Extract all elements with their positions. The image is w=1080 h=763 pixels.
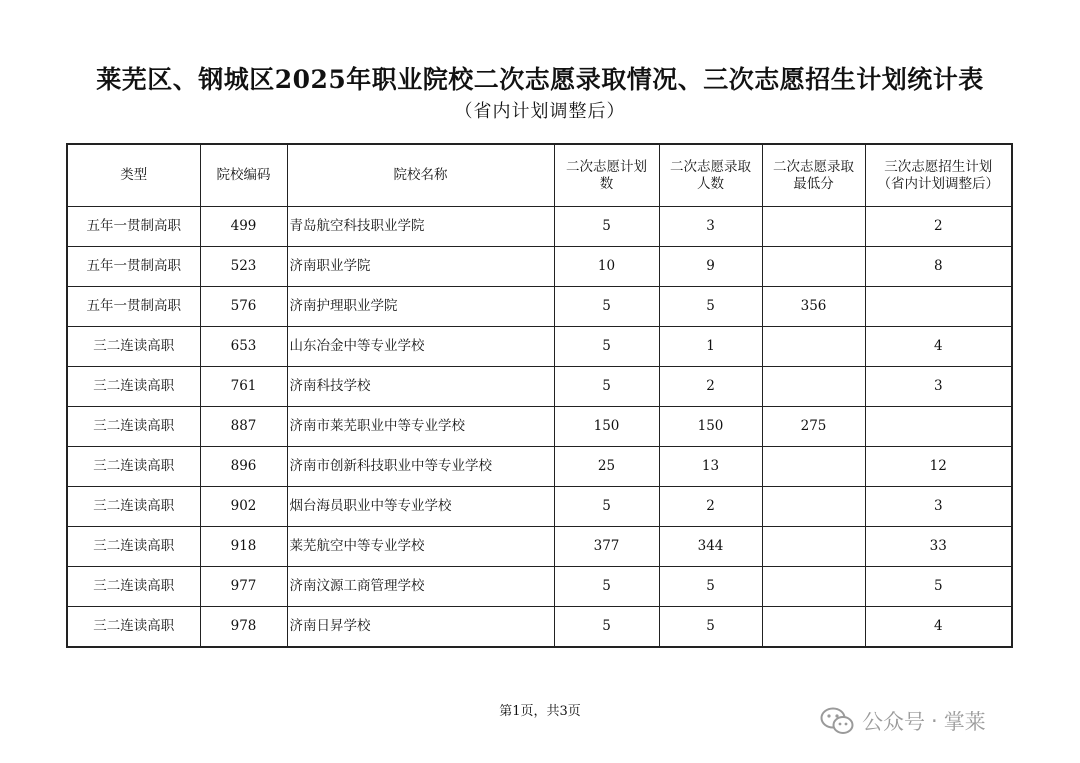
cell-admitted2: 13 [659, 447, 762, 487]
cell-code: 977 [200, 567, 287, 607]
cell-min-score2 [762, 367, 865, 407]
cell-admitted2: 5 [659, 607, 762, 648]
header-plan3-line1: 三次志愿招生计划 [884, 158, 993, 175]
table-row [67, 287, 1012, 327]
page-title: 莱芜区、钢城区2025年职业院校二次志愿录取情况、三次志愿招生计划统计表 [96, 65, 984, 94]
table-row [67, 407, 1012, 447]
cell-min-score2 [762, 447, 865, 487]
cell-type: 五年一贯制高职 [67, 207, 200, 247]
cell-min-score2: 356 [762, 287, 865, 327]
cell-min-score2 [762, 207, 865, 247]
cell-plan2: 5 [554, 567, 659, 607]
header-plan2-line2: 数 [599, 175, 614, 192]
cell-plan2: 10 [554, 247, 659, 287]
wechat-icon [820, 706, 854, 736]
cell-type: 三二连读高职 [67, 487, 200, 527]
cell-admitted2: 1 [659, 327, 762, 367]
cell-code: 978 [200, 607, 287, 648]
header-admitted2 [659, 144, 762, 207]
cell-name: 济南市莱芜职业中等专业学校 [287, 407, 554, 447]
cell-plan3: 2 [865, 207, 1012, 247]
cell-code: 761 [200, 367, 287, 407]
cell-plan2: 5 [554, 487, 659, 527]
cell-name: 济南日昇学校 [287, 607, 554, 648]
header-min-score2 [762, 144, 865, 207]
cell-code: 653 [200, 327, 287, 367]
header-plan3-line2: （省内计划调整后） [877, 175, 999, 192]
cell-plan3: 5 [865, 567, 1012, 607]
cell-type: 三二连读高职 [67, 607, 200, 648]
page-number: 第1页，共3页 [499, 704, 581, 719]
wechat-watermark [820, 706, 986, 736]
cell-admitted2: 9 [659, 247, 762, 287]
cell-plan3: 33 [865, 527, 1012, 567]
table-header-row [67, 144, 1012, 207]
header-code: 院校编码 [200, 144, 287, 207]
cell-name: 济南护理职业学院 [287, 287, 554, 327]
cell-min-score2 [762, 567, 865, 607]
cell-name: 烟台海员职业中等专业学校 [287, 487, 554, 527]
cell-code: 887 [200, 407, 287, 447]
page-subtitle: （省内计划调整后） [454, 101, 626, 122]
cell-plan3: 3 [865, 487, 1012, 527]
cell-type: 三二连读高职 [67, 367, 200, 407]
cell-type: 三二连读高职 [67, 527, 200, 567]
cell-type: 五年一贯制高职 [67, 287, 200, 327]
table-row [67, 247, 1012, 287]
cell-min-score2 [762, 247, 865, 287]
cell-plan2: 5 [554, 287, 659, 327]
table-row [67, 487, 1012, 527]
cell-admitted2: 5 [659, 287, 762, 327]
header-min-score2-line1: 二次志愿录取 [773, 158, 854, 175]
table-row [67, 607, 1012, 648]
cell-plan2: 5 [554, 367, 659, 407]
cell-admitted2: 5 [659, 567, 762, 607]
cell-admitted2: 2 [659, 367, 762, 407]
cell-name: 济南市创新科技职业中等专业学校 [287, 447, 554, 487]
cell-plan2: 5 [554, 207, 659, 247]
cell-min-score2: 275 [762, 407, 865, 447]
cell-code: 918 [200, 527, 287, 567]
table-row [67, 367, 1012, 407]
cell-code: 902 [200, 487, 287, 527]
cell-name: 莱芜航空中等专业学校 [287, 527, 554, 567]
header-plan3 [865, 144, 1012, 207]
cell-plan3 [865, 407, 1012, 447]
table-row [67, 447, 1012, 487]
cell-code: 499 [200, 207, 287, 247]
cell-min-score2 [762, 327, 865, 367]
table-row [67, 327, 1012, 367]
header-type: 类型 [67, 144, 200, 207]
table-row [67, 567, 1012, 607]
cell-name: 山东冶金中等专业学校 [287, 327, 554, 367]
cell-code: 523 [200, 247, 287, 287]
cell-name: 济南职业学院 [287, 247, 554, 287]
cell-name: 济南科技学校 [287, 367, 554, 407]
header-plan2 [554, 144, 659, 207]
cell-admitted2: 3 [659, 207, 762, 247]
header-admitted2-line1: 二次志愿录取 [670, 158, 751, 175]
cell-admitted2: 2 [659, 487, 762, 527]
cell-plan2: 5 [554, 607, 659, 648]
admission-table [66, 143, 1013, 648]
watermark-separator: · [931, 709, 938, 733]
header-name: 院校名称 [287, 144, 554, 207]
cell-plan3 [865, 287, 1012, 327]
cell-plan3: 4 [865, 327, 1012, 367]
cell-plan3: 8 [865, 247, 1012, 287]
cell-name: 济南汶源工商管理学校 [287, 567, 554, 607]
cell-plan2: 150 [554, 407, 659, 447]
cell-code: 576 [200, 287, 287, 327]
cell-admitted2: 344 [659, 527, 762, 567]
cell-plan3: 3 [865, 367, 1012, 407]
cell-code: 896 [200, 447, 287, 487]
header-min-score2-line2: 最低分 [793, 175, 834, 192]
cell-name: 青岛航空科技职业学院 [287, 207, 554, 247]
cell-plan2: 5 [554, 327, 659, 367]
cell-plan3: 4 [865, 607, 1012, 648]
cell-plan2: 25 [554, 447, 659, 487]
cell-type: 三二连读高职 [67, 327, 200, 367]
cell-type: 五年一贯制高职 [67, 247, 200, 287]
header-plan2-line1: 二次志愿计划 [566, 158, 647, 175]
watermark-label: 公众号 [862, 710, 925, 734]
cell-type: 三二连读高职 [67, 567, 200, 607]
cell-admitted2: 150 [659, 407, 762, 447]
cell-type: 三二连读高职 [67, 407, 200, 447]
cell-min-score2 [762, 527, 865, 567]
header-admitted2-line2: 人数 [697, 175, 724, 192]
watermark-account: 掌莱 [943, 710, 986, 734]
table-row [67, 207, 1012, 247]
cell-type: 三二连读高职 [67, 447, 200, 487]
table-row [67, 527, 1012, 567]
cell-min-score2 [762, 607, 865, 648]
cell-min-score2 [762, 487, 865, 527]
cell-plan2: 377 [554, 527, 659, 567]
cell-plan3: 12 [865, 447, 1012, 487]
